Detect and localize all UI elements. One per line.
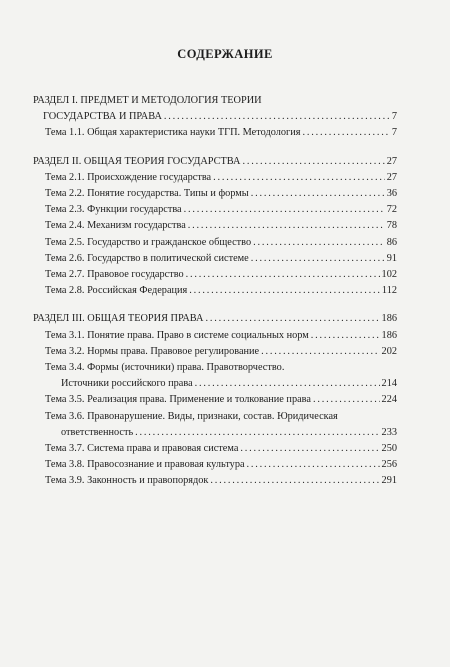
page-title: СОДЕРЖАНИЕ [177,47,273,61]
page-number: 7 [391,127,397,139]
section-heading: РАЗДЕЛ I. ПРЕДМЕТ И МЕТОДОЛОГИЯ ТЕОРИИ [33,95,262,106]
section-heading-cont: ГОСУДАРСТВА И ПРАВА [43,111,162,123]
leader-dots [251,186,385,202]
entry-label: Тема 3.7. Система права и правовая система [45,443,239,455]
toc-section-1 [33,93,397,142]
entry-label: Тема 3.6. Правонарушение. Виды, признаки, состав. Юридическая [45,410,338,422]
page-number: 36 [386,188,397,200]
toc-entry [33,154,397,170]
leader-dots [251,251,385,267]
leader-dots [164,109,390,125]
leader-dots [186,267,380,283]
page-number: 233 [381,426,397,438]
leader-dots [210,473,379,489]
leader-dots [253,235,385,251]
entry-label: Тема 3.5. Реализация права. Применение и толкование права [45,394,311,406]
page-number: 78 [386,220,397,232]
entry-label: Тема 2.6. Государство в политической системе [45,252,249,264]
toc-entry [33,473,397,489]
entry-label: Тема 3.1. Понятие права. Право в системе социальных норм [45,329,309,341]
page-number: 291 [381,475,397,487]
toc-entry [33,344,397,360]
entry-label-cont: ответственность [61,426,134,438]
leader-dots [213,170,385,186]
leader-dots [188,218,385,234]
page-number: 186 [381,313,397,325]
entry-label: Тема 2.1. Происхождение государства [45,171,212,183]
leader-dots [135,425,379,441]
entry-label: Тема 2.4. Механизм государства [45,220,186,232]
toc-entry [33,311,397,327]
toc-entry [33,170,397,186]
page-number: 112 [381,285,397,297]
toc-entry [33,186,397,202]
page-number: 102 [381,269,397,281]
page-number: 250 [381,443,397,455]
entry-label: Тема 2.3. Функции государства [45,204,182,216]
leader-dots [311,328,380,344]
toc-entry [33,251,397,267]
toc-entry [33,235,397,251]
toc-entry [33,441,397,457]
entry-label: Тема 3.9. Законность и правопорядок [45,475,209,487]
toc-section-2 [33,154,397,300]
toc-entry [33,202,397,218]
toc-entry [33,376,397,392]
page-number: 202 [381,345,397,357]
entry-label: Тема 3.2. Нормы права. Правовое регулирование [45,345,260,357]
toc-entry [33,125,397,141]
page-number: 72 [386,204,397,216]
page-number: 186 [381,329,397,341]
toc-entry [33,425,397,441]
leader-dots [240,441,379,457]
page-number: 27 [386,155,397,167]
section-heading: РАЗДЕЛ II. ОБЩАЯ ТЕОРИЯ ГОСУДАРСТВА [33,155,241,167]
toc-entry [33,109,397,125]
leader-dots [302,125,389,141]
page-number: 256 [381,459,397,471]
entry-label: Тема 2.7. Правовое государство [45,269,184,281]
table-of-contents [33,93,397,502]
entry-label: Тема 1.1. Общая характеристика науки ТГП. Методология [45,127,301,139]
page-number: 91 [386,252,397,264]
toc-entry [33,392,397,408]
toc-entry [33,283,397,299]
leader-dots [184,202,385,218]
toc-entry [33,218,397,234]
page-number: 214 [381,378,397,390]
leader-dots [189,283,380,299]
leader-dots [195,376,380,392]
toc-entry [33,328,397,344]
toc-entry [33,267,397,283]
entry-label: Тема 3.4. Формы (источники) права. Правотворчество. [45,362,285,374]
page-number: 7 [391,111,397,123]
toc-entry [33,457,397,473]
entry-label: Тема 2.8. Российская Федерация [45,285,188,297]
entry-label: Тема 3.8. Правосознание и правовая культура [45,459,245,471]
entry-label-cont: Источники российского права [61,378,193,390]
toc-section-3 [33,311,397,489]
leader-dots [242,154,384,170]
entry-label: Тема 2.5. Государство и гражданское общество [45,236,252,248]
page-number: 27 [386,171,397,183]
page-number: 86 [386,236,397,248]
entry-label: Тема 2.2. Понятие государства. Типы и формы [45,188,249,200]
leader-dots [205,311,379,327]
section-heading: РАЗДЕЛ III. ОБЩАЯ ТЕОРИЯ ПРАВА [33,313,204,325]
leader-dots [313,392,380,408]
leader-dots [247,457,380,473]
leader-dots [261,344,379,360]
page-number: 224 [381,394,397,406]
